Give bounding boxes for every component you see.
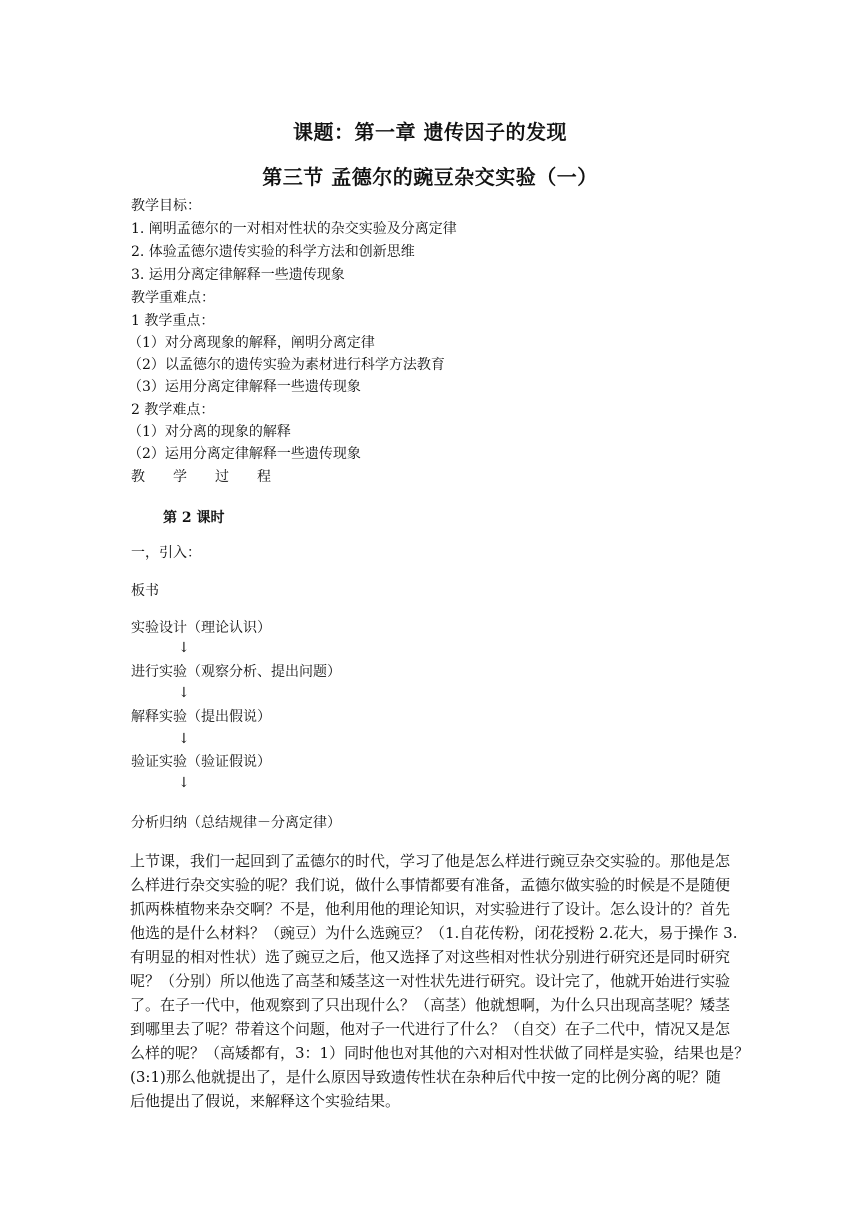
process-heading-char: 学	[173, 469, 187, 485]
document-title: 课题：第一章 遗传因子的发现	[293, 120, 567, 144]
flow-step: 解释实验（提出假说）	[131, 709, 271, 725]
key-item: （3）运用分离定律解释一些遗传现象	[128, 379, 361, 395]
paragraph-line: 后他提出了假说，来解释这个实验结果。	[130, 1092, 401, 1110]
lesson-label: 第 2 课时	[163, 510, 225, 526]
flow-step: 实验设计（理论认识）	[131, 620, 271, 636]
flow-step: 验证实验（验证假说）	[131, 754, 271, 770]
paragraph-line: 么样的呢？（高矮都有，3：1）同时他也对其他的六对相对性状做了同样是实验，结果也是？	[130, 1044, 750, 1062]
intro-label: 一，引入：	[131, 545, 201, 561]
document-subtitle: 第三节 孟德尔的豌豆杂交实验（一）	[262, 165, 598, 189]
paragraph-line: 上节课，我们一起回到了孟德尔的时代，学习了他是怎么样进行豌豆杂交实验的。那他是怎	[130, 852, 731, 870]
objective-item: 1. 阐明孟德尔的一对相对性状的杂交实验及分离定律	[131, 221, 457, 237]
keypoints-heading: 教学重难点：	[131, 290, 215, 306]
difficult-item: （2）运用分离定律解释一些遗传现象	[128, 446, 361, 462]
process-heading-char: 过	[215, 469, 229, 485]
objective-item: 2. 体验孟德尔遗传实验的科学方法和创新思维	[131, 244, 415, 260]
difficult-heading: 2 教学难点：	[131, 402, 215, 418]
paragraph-line: (3:1)那么他就提出了，是什么原因导致遗传性状在杂种后代中按一定的比例分离的呢？随	[130, 1068, 721, 1086]
paragraph-line: 到哪里去了呢？带着这个问题，他对子一代进行了什么？（自交）在子二代中，情况又是怎	[130, 1020, 731, 1038]
key-heading: 1 教学重点：	[131, 313, 215, 329]
paragraph-line: 他选的是什么材料？（豌豆）为什么选豌豆？（1.自花传粉，闭花授粉 2.花大，易于操作 3.	[130, 924, 738, 942]
key-item: （2）以孟德尔的遗传实验为素材进行科学方法教育	[128, 357, 445, 373]
down-arrow-icon: ↓	[178, 731, 190, 747]
difficult-item: （1）对分离的现象的解释	[128, 424, 291, 440]
paragraph-line: 了。在子一代中，他观察到了只出现什么？（高茎）他就想啊，为什么只出现高茎呢？矮茎	[130, 996, 731, 1014]
flow-step: 进行实验（观察分析、提出问题）	[131, 664, 341, 680]
down-arrow-icon: ↓	[178, 685, 190, 701]
process-heading-char: 程	[257, 469, 271, 485]
paragraph-line: 呢？（分别）所以他选了高茎和矮茎这一对性状先进行研究。设计完了，他就开始进行实验	[130, 972, 731, 990]
process-heading	[131, 468, 299, 486]
process-heading-char: 教	[131, 469, 145, 485]
key-item: （1）对分离现象的解释，阐明分离定律	[128, 335, 375, 351]
flow-step: 分析归纳（总结规律－分离定律）	[131, 815, 341, 831]
paragraph-line: 么样进行杂交实验的呢？我们说，做什么事情都要有准备，孟德尔做实验的时候是不是随便	[130, 876, 731, 894]
objective-item: 3. 运用分离定律解释一些遗传现象	[131, 267, 345, 283]
paragraph-line: 有明显的相对性状）选了豌豆之后，他又选择了对这些相对性状分别进行研究还是同时研究	[130, 948, 731, 966]
down-arrow-icon: ↓	[178, 775, 190, 791]
paragraph-line: 抓两株植物来杂交啊？不是，他利用他的理论知识，对实验进行了设计。怎么设计的？首先	[130, 900, 731, 918]
board-label: 板书	[131, 583, 159, 599]
down-arrow-icon: ↓	[178, 640, 190, 656]
objectives-heading: 教学目标：	[131, 198, 201, 214]
lesson-paragraph	[130, 849, 750, 1113]
